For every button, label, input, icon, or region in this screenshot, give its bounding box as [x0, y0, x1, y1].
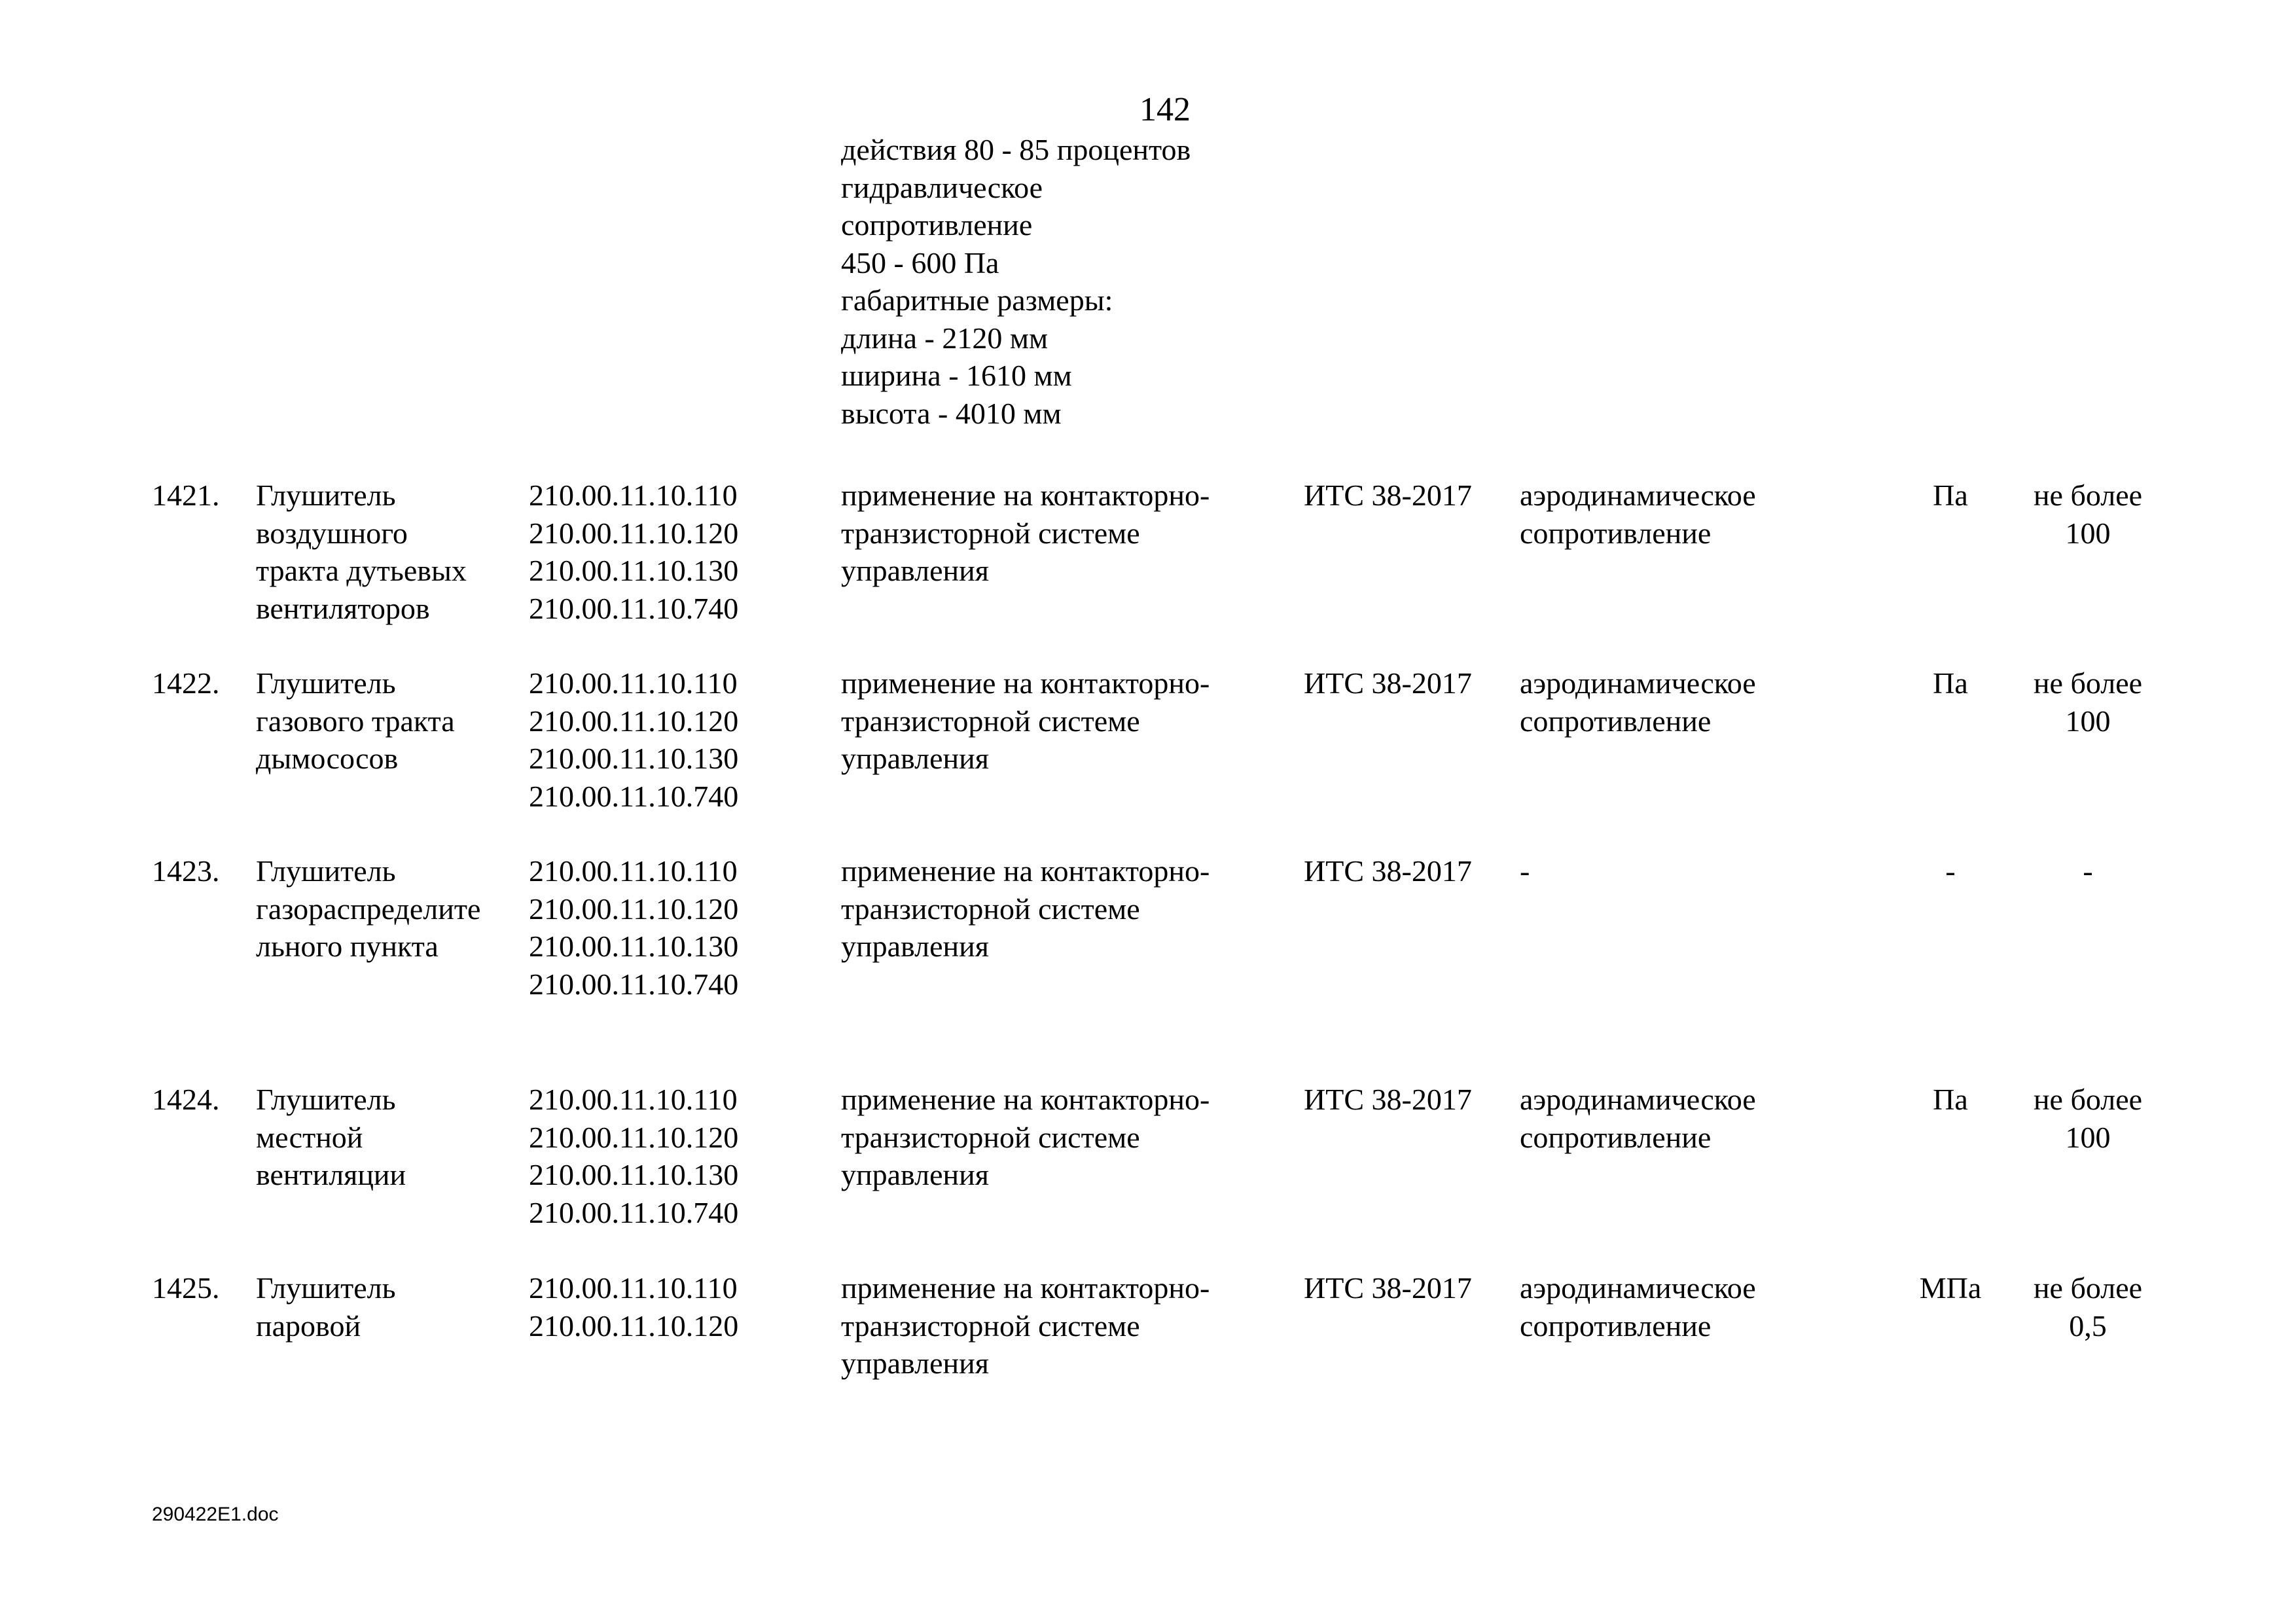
item-note: применение на контакторно- транзисторной системе управления [841, 854, 1210, 963]
item-codes: 210.00.11.10.110 210.00.11.10.120 210.00.11.10.130 210.00.11.10.740 [529, 1083, 739, 1229]
continuation-line: 450 - 600 Па [841, 245, 999, 280]
item-standard: ИТС 38-2017 [1304, 1271, 1472, 1305]
item-codes: 210.00.11.10.110 210.00.11.10.120 210.00.11.10.130 210.00.11.10.740 [529, 854, 739, 1001]
item-unit: МПа [1919, 1271, 1982, 1305]
row-number: 1421. [152, 478, 220, 512]
item-unit: Па [1933, 478, 1968, 512]
item-parameter: аэродинамическое сопротивление [1520, 1083, 1756, 1154]
item-name: Глушитель газового тракта дымососов [256, 666, 455, 775]
page-number: 142 [1139, 91, 1191, 128]
item-note: применение на контакторно- транзисторной системе управления [841, 478, 1210, 587]
item-standard: ИТС 38-2017 [1304, 666, 1472, 700]
continuation-line: сопротивление [841, 208, 1033, 242]
item-name: Глушитель местной вентиляции [256, 1083, 406, 1191]
item-name: Глушитель газораспределите льного пункта [256, 854, 481, 963]
item-value: не более 100 [2033, 478, 2143, 550]
item-codes: 210.00.11.10.110 210.00.11.10.120 210.00.11.10.130 210.00.11.10.740 [529, 478, 739, 625]
item-standard: ИТС 38-2017 [1304, 478, 1472, 512]
continuation-line: ширина - 1610 мм [841, 359, 1072, 392]
item-unit: Па [1933, 1083, 1968, 1116]
item-standard: ИТС 38-2017 [1304, 854, 1472, 888]
row-number: 1425. [152, 1271, 220, 1305]
item-value: не более 100 [2033, 1083, 2143, 1154]
continuation-line: габаритные размеры: [841, 283, 1113, 317]
item-parameter: аэродинамическое сопротивление [1520, 478, 1756, 550]
row-number: 1424. [152, 1083, 220, 1116]
item-name: Глушитель воздушного тракта дутьевых вентиляторов [256, 478, 467, 625]
item-note: применение на контакторно- транзисторной системе управления [841, 1271, 1210, 1380]
continuation-line: высота - 4010 мм [841, 396, 1062, 430]
continuation-line: гидравлическое [841, 170, 1043, 204]
continuation-line: длина - 2120 мм [841, 321, 1049, 355]
continuation-line: действия 80 - 85 процентов [841, 133, 1191, 166]
item-note: применение на контакторно- транзисторной системе управления [841, 666, 1210, 775]
continuation-block [841, 131, 1191, 432]
item-parameter: аэродинамическое сопротивление [1520, 666, 1756, 738]
item-value: - [2083, 854, 2093, 888]
item-standard: ИТС 38-2017 [1304, 1083, 1472, 1116]
item-value: не более 0,5 [2033, 1271, 2143, 1343]
item-name: Глушитель паровой [256, 1271, 396, 1343]
row-number: 1422. [152, 666, 220, 700]
item-unit: - [1945, 854, 1956, 888]
document-filename: 290422E1.doc [152, 1504, 279, 1525]
item-unit: Па [1933, 666, 1968, 700]
item-codes: 210.00.11.10.110 210.00.11.10.120 210.00.11.10.130 210.00.11.10.740 [529, 666, 739, 813]
row-number: 1423. [152, 854, 220, 888]
item-parameter: аэродинамическое сопротивление [1520, 1271, 1756, 1343]
item-codes: 210.00.11.10.110 210.00.11.10.120 [529, 1271, 739, 1343]
item-parameter: - [1520, 854, 1530, 888]
item-note: применение на контакторно- транзисторной системе управления [841, 1083, 1210, 1191]
item-value: не более 100 [2033, 666, 2143, 738]
